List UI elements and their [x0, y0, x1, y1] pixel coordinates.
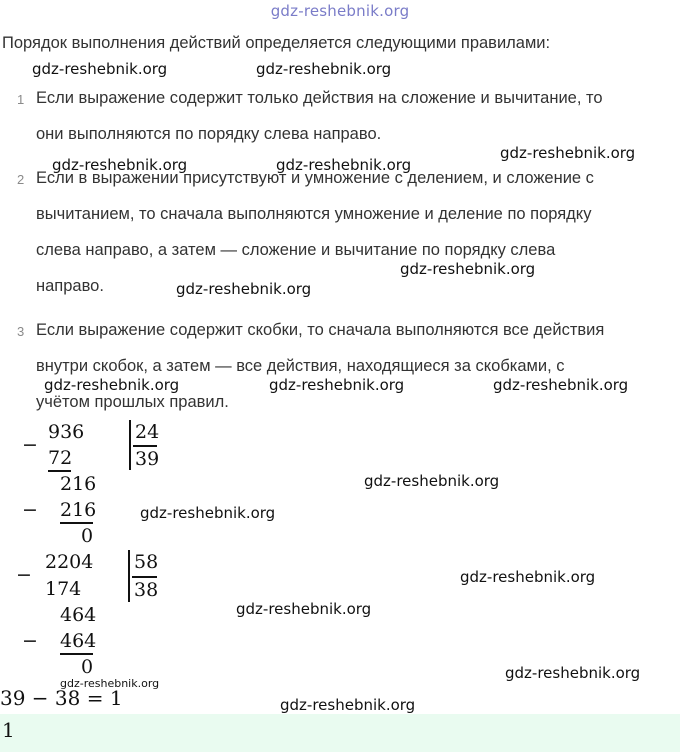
division-2-minus-1: −: [16, 564, 32, 586]
division-1-step-2-underline: [60, 522, 93, 524]
rule-1-line-2: они выполняются по порядку слева направо.: [36, 125, 382, 143]
division-2-bracket-vertical: [128, 550, 130, 602]
rule-2-line-2: вычитанием, то сначала выполняются умножение и деление по порядку: [36, 205, 592, 223]
rule-3-line-2: внутри скобок, а затем — все действия, находящиеся за скобками, с: [36, 357, 565, 375]
division-1-remainder-1: 216: [60, 473, 97, 495]
division-1-minus-1: −: [22, 434, 38, 456]
division-2-remainder-1: 464: [60, 604, 97, 626]
watermark: gdz-reshebnik.org: [500, 144, 636, 162]
site-watermark-header: gdz-reshebnik.org: [270, 2, 410, 20]
final-equation: 39 − 38 = 1: [0, 686, 123, 710]
rule-2-line-3: слева направо, а затем — сложение и вычитание по порядку слева: [36, 241, 556, 259]
division-1-bracket-vertical: [129, 420, 131, 470]
watermark: gdz-reshebnik.org: [256, 60, 392, 78]
division-2-quotient: 38: [134, 579, 159, 601]
division-2-step-2: 464: [60, 630, 97, 652]
watermark-small: gdz-reshebnik.org: [60, 677, 160, 690]
watermark: gdz-reshebnik.org: [140, 504, 276, 522]
rule-2-line-1: Если в выражении присутствуют и умножение с делением, и сложение с: [36, 169, 594, 187]
division-1-step-2: 216: [60, 499, 97, 521]
division-2-bracket-horizontal: [132, 576, 157, 578]
watermark: gdz-reshebnik.org: [276, 156, 412, 174]
intro-text: Порядок выполнения действий определяется следующими правилами:: [2, 34, 551, 52]
rule-2-number: 2: [17, 172, 25, 187]
watermark: gdz-reshebnik.org: [493, 376, 629, 394]
rule-2-line-4: направо.: [36, 277, 104, 295]
division-1-bracket-horizontal: [133, 445, 157, 447]
rule-3-number: 3: [17, 324, 25, 339]
rule-1-line-1: Если выражение содержит только действия на сложение и вычитание, то: [36, 89, 603, 107]
watermark: gdz-reshebnik.org: [176, 280, 312, 298]
watermark: gdz-reshebnik.org: [269, 376, 405, 394]
watermark: gdz-reshebnik.org: [44, 376, 180, 394]
division-2-minus-2: −: [22, 630, 38, 652]
division-1-dividend: 936: [48, 421, 85, 443]
watermark: gdz-reshebnik.org: [236, 600, 372, 618]
answer-bar: [0, 714, 680, 752]
division-1-quotient: 39: [135, 448, 160, 470]
watermark: gdz-reshebnik.org: [280, 696, 416, 714]
watermark: gdz-reshebnik.org: [32, 60, 168, 78]
watermark: gdz-reshebnik.org: [460, 568, 596, 586]
division-1-divisor: 24: [135, 421, 160, 443]
division-2-step-2-underline: [60, 653, 93, 655]
division-2-divisor: 58: [134, 551, 159, 573]
rule-1-number: 1: [17, 92, 25, 107]
division-1-step-1: 72: [48, 447, 73, 469]
watermark: gdz-reshebnik.org: [364, 472, 500, 490]
watermark: gdz-reshebnik.org: [505, 664, 641, 682]
division-1-minus-2: −: [22, 499, 38, 521]
rule-3-line-3: учётом прошлых правил.: [36, 393, 229, 411]
watermark: gdz-reshebnik.org: [400, 260, 536, 278]
division-2-dividend: 2204: [45, 551, 94, 573]
division-2-step-1: 174: [45, 578, 82, 600]
division-1-final: 0: [81, 525, 94, 547]
rule-3-line-1: Если выражение содержит скобки, то сначала выполняются все действия: [36, 321, 605, 339]
answer-value: 1: [2, 718, 15, 742]
division-2-final: 0: [81, 656, 94, 678]
watermark: gdz-reshebnik.org: [52, 156, 188, 174]
division-1-step-1-underline: [48, 470, 71, 472]
